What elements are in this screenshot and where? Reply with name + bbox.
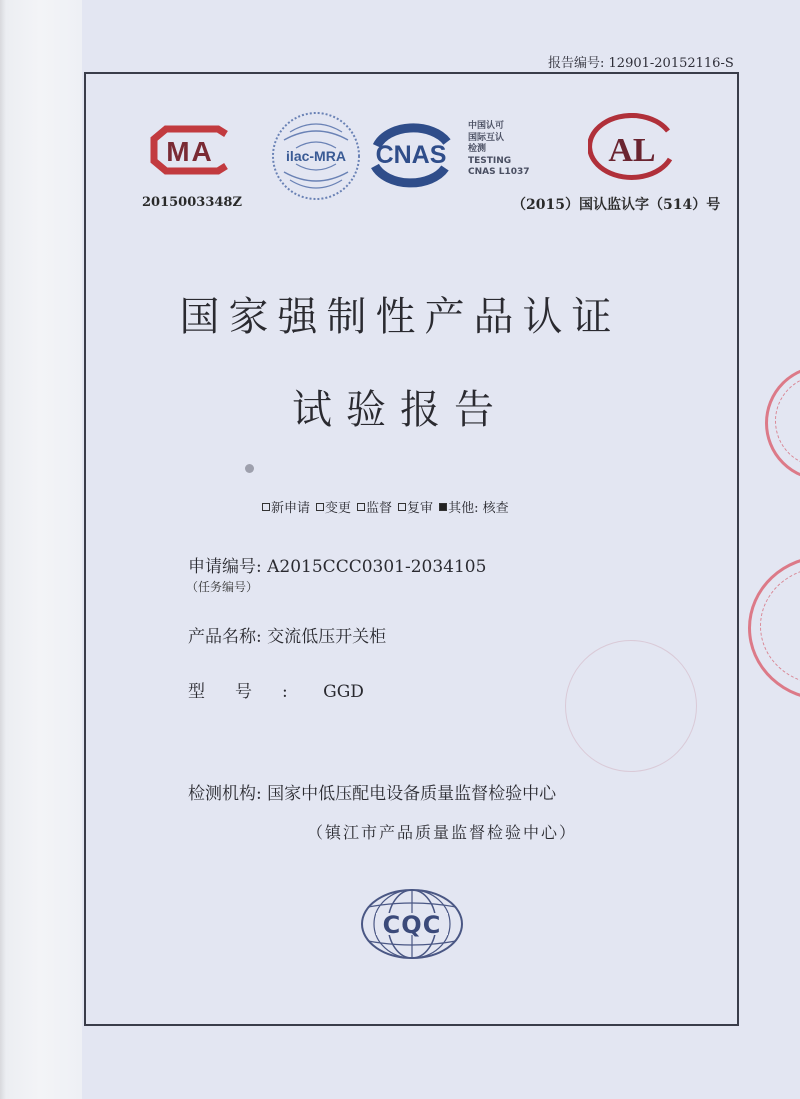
ilac-mra-logo-icon (270, 110, 362, 202)
task-number-sublabel: （任务编号） (186, 580, 259, 594)
product-name-value: 交流低压开关柜 (267, 627, 387, 647)
title-line-1: 国家强制性产品认证 (179, 294, 621, 340)
model-label: 型号: (188, 682, 318, 702)
scan-dot (245, 464, 254, 473)
checkbox-checked-icon (439, 503, 447, 511)
model-value: GGD (323, 682, 364, 702)
faded-stamp (565, 640, 697, 772)
title-line-2: 试验报告 (292, 387, 508, 433)
cnas-logo-icon (367, 118, 455, 190)
cal-logo-icon (588, 113, 678, 183)
checkbox-icon (262, 503, 270, 511)
option-new-application: 新申请 (262, 497, 310, 516)
testing-organization-label: 检测机构: (188, 784, 262, 804)
testing-organization-value: 国家中低压配电设备质量监督检验中心 (267, 784, 557, 804)
option-supervision: 监督 (357, 497, 392, 516)
checkbox-icon (398, 503, 406, 511)
svg-text:ilac-MRA: ilac-MRA (286, 148, 346, 164)
scan-edge-shadow (0, 0, 82, 1099)
report-number-value: 12901-20152116-S (608, 56, 734, 71)
cma-certificate-id: 2015003348Z (142, 195, 242, 210)
testing-organization-alt-name: （镇江市产品质量监督检验中心） (307, 823, 578, 842)
svg-text:MA: MA (166, 136, 214, 167)
model-field (188, 677, 364, 702)
application-number-field (188, 552, 486, 577)
report-number-label: 报告编号: (548, 56, 605, 71)
cma-logo-icon (148, 125, 236, 175)
document-border-frame (84, 72, 739, 1026)
application-number-value: A2015CCC0301-2034105 (267, 557, 487, 577)
product-name-field (188, 622, 386, 647)
application-number-label: 申请编号: (188, 557, 262, 577)
option-other: 其他: 核查 (439, 497, 509, 516)
option-change: 变更 (316, 497, 351, 516)
checkbox-icon (316, 503, 324, 511)
svg-text:CNAS: CNAS (375, 141, 447, 169)
option-review: 复审 (398, 497, 433, 516)
svg-text:AL: AL (608, 132, 656, 169)
cnas-caption: 中国认可 国际互认 检测 TESTING CNAS L1037 (468, 121, 530, 177)
svg-text:CQC: CQC (382, 911, 442, 939)
product-name-label: 产品名称: (188, 627, 262, 647)
report-number (548, 52, 734, 71)
checkbox-icon (357, 503, 365, 511)
testing-organization-field (188, 779, 556, 804)
application-type-options (262, 497, 509, 516)
cal-certificate-id: （2015）国认监认字（514）号 (512, 197, 721, 213)
cqc-logo-icon (358, 885, 466, 963)
